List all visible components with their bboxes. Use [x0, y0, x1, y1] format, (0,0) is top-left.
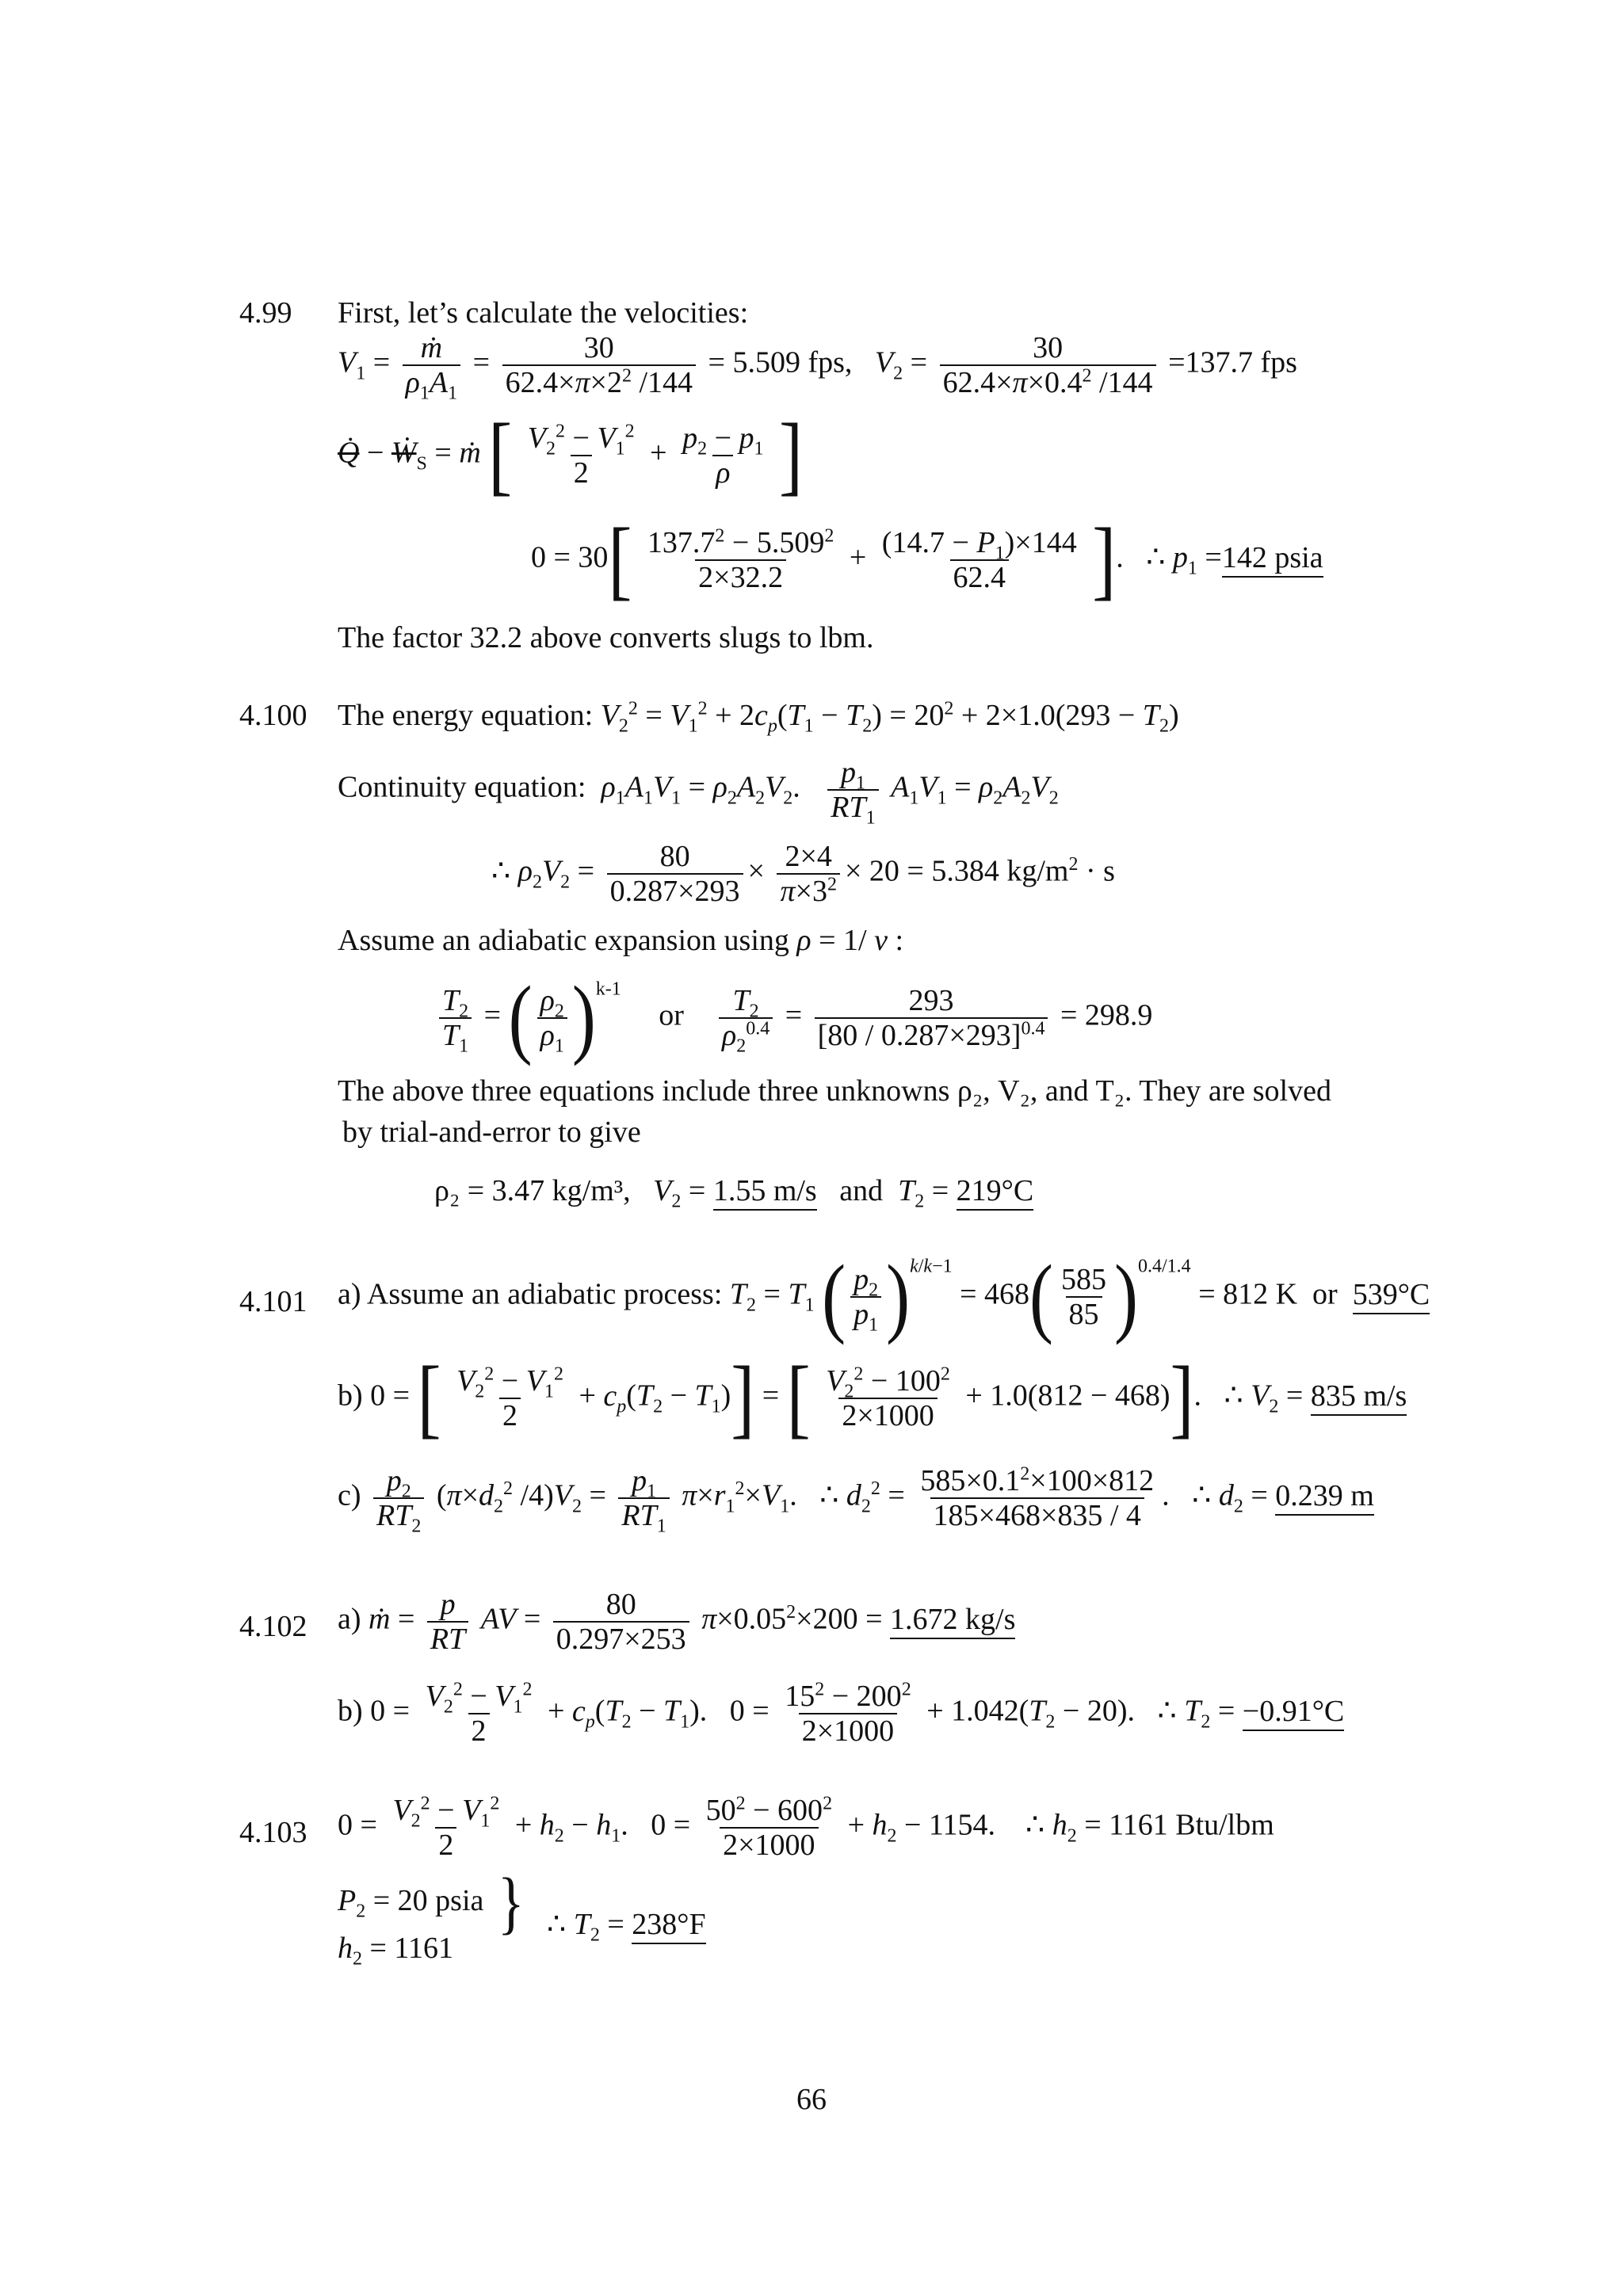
part-b-4101: b) 0 = [ $\frac{V_2^2 - V_1^2}{2}$ + $c_p(T_2 - T_1)$] = [ $\frac{V_2^2 - 100^2}{2\times 1000}$ + 1.0(812 − 468)]. ∴ $V_2 = 835$ m/s [338, 1348, 1407, 1447]
problem-intro: First, let’s calculate the velocities: [338, 296, 749, 330]
page-number: 66 [796, 2083, 827, 2116]
problem-number: 4.99 [239, 296, 292, 330]
explanation-line2: by trial-and-error to give [342, 1116, 641, 1149]
answer-t2-celsius: 539°C [1353, 1278, 1430, 1314]
part-a-4102: a) ṁ = $\frac{p}{RT}$ AV = $\frac{80}{0.297\times 253}$ $\pi\times 0.05^2\times 200 = 1.672$ kg/s [338, 1588, 1016, 1656]
answer-t2-fahrenheit: 238°F [632, 1908, 705, 1944]
answer-v2-4101: 835 m/s [1311, 1379, 1407, 1416]
problem-number: 4.103 [239, 1816, 307, 1849]
problem-number: 4.101 [239, 1285, 307, 1318]
answer-d2: 0.239 m [1275, 1479, 1374, 1516]
adiabatic-equation: $\frac{T_2}{T_1}$ = ( $\frac{\rho_2}{\rho_1}$ )$^{k-1}$ or $\frac{T_2}{\rho_2^{0.4}}$ = $\frac{293}{[80 / 0.287\times 293]^{0.4}}$ = 298.9 [434, 982, 1152, 1054]
state-p2: $P_2 = 20$ psia [338, 1884, 484, 1922]
answer-t2-4102: −0.91°C [1243, 1695, 1344, 1731]
results-4100: ρ₂ = 3.47 kg/m³, $V_2 = 1.55$ m/s and $T_2 = 219^\circ C$ [434, 1174, 1034, 1212]
result-density: ρ₂ = 3.47 kg/m³, [434, 1174, 631, 1207]
part-c-4101: c) $\frac{p_2}{RT_2}$ ($\pi\times d_2^2$ $/4)V_2$ = $\frac{p_1}{RT_1}$ $\pi\times r_1^2\times V_1$. ∴ $d_2^2$ = $\frac{585\times 0.1^2\times 100\times 812}{185\times 468\times 835 / 4}$ . ∴ $d_2 = 0.239$ m [338, 1463, 1374, 1537]
part-a-4101: a) Assume an adiabatic process: $T_2 = T_1$ ( $\frac{p_2}{p_1}$ )$^{k/k-1}$ = 468( $\frac{585}{85}$ )$^{0.4/1.4}$ = 812 K or 539°C [338, 1247, 1430, 1346]
pressure-equation: 0 = 30[ $\frac{137.7^2 - 5.509^2}{2\times 32.2}$ + $\frac{(14.7 - P_1)\times 144}{62.4}$ ]. ∴ $p_1 =142$ psia [531, 510, 1323, 609]
energy-equation-4103: 0 = $\frac{V_2^2 - V_1^2}{2}$ + $h_2 - h_1$. 0 = $\frac{50^2 - 600^2}{2\times 1000}$ + $h_2 - 1154$. ∴ $h_2 = 1161$ Btu/lbm [338, 1793, 1274, 1862]
velocity-equation: $V_1$ = $\frac{\text{ṁ}}{\rho_1A_1}$ = $\frac{30}{62.4\times\pi\times 2^2 /144}$ = 5.509 fps, $V_2$ = $\frac{30}{62.4\times\pi\times 0.4^2 /144}$ =137.7 fps [338, 331, 1297, 404]
result-t2-4103: ∴ $T_2 = 238^\circ F$ [547, 1908, 706, 1946]
problem-number: 4.102 [239, 1610, 307, 1643]
energy-equation: Q̇ − Ẇ$_S$ = ṁ [ $\frac{V_2^2 - V_1^2}{2}$ + $\frac{p_2 - p_1}{\rho}$ ] [338, 406, 804, 505]
note-text: The factor 32.2 above converts slugs to lbm. [338, 621, 874, 654]
answer-t2: 219°C [957, 1174, 1034, 1211]
problem-number: 4.100 [239, 699, 307, 732]
assumption-text: Assume an adiabatic expansion using ρ = 1/ v : [338, 924, 904, 957]
mass-flux-equation: ∴ $\rho_2V_2$ = $\frac{80}{0.287\times 293}$ × $\frac{2\times 4}{\pi\times 3^2}$ × 20 = 5.384 $kg/m^2 \cdot s$ [491, 840, 1115, 908]
part-b-4102: b) 0 = $\frac{V_2^2 - V_1^2}{2}$ + $c_p(T_2 - T_1)$. 0 = $\frac{15^2 - 200^2}{2\times 1000}$ + $1.042(T_2 - 20)$. ∴ $T_2 = -0.91^\circ C$ [338, 1679, 1345, 1748]
continuity-equation: Continuity equation: $\rho_1A_1V_1 = \rho_2A_2V_2$. $\frac{p_1}{RT_1}$ $A_1V_1 = \rho_2A_2V_2$ [338, 756, 1059, 829]
answer-p1: 142 psia [1222, 541, 1323, 578]
answer-v2: 1.55 m/s [713, 1174, 817, 1211]
answer-mass-flow: 1.672 kg/s [890, 1603, 1015, 1639]
explanation-line1: The above three equations include three unknowns ρ₂, V₂, and T₂. They are solved [338, 1074, 1331, 1108]
state-h2: $h_2 = 1161$ [338, 1932, 454, 1970]
energy-equation-4100: The energy equation: $V_2^2 = V_1^2 + 2c_p(T_1 - T_2) = 20^2 + 2\times 1.0(293 - T_2)$ [338, 698, 1179, 737]
state-brace: } [498, 1865, 525, 1942]
